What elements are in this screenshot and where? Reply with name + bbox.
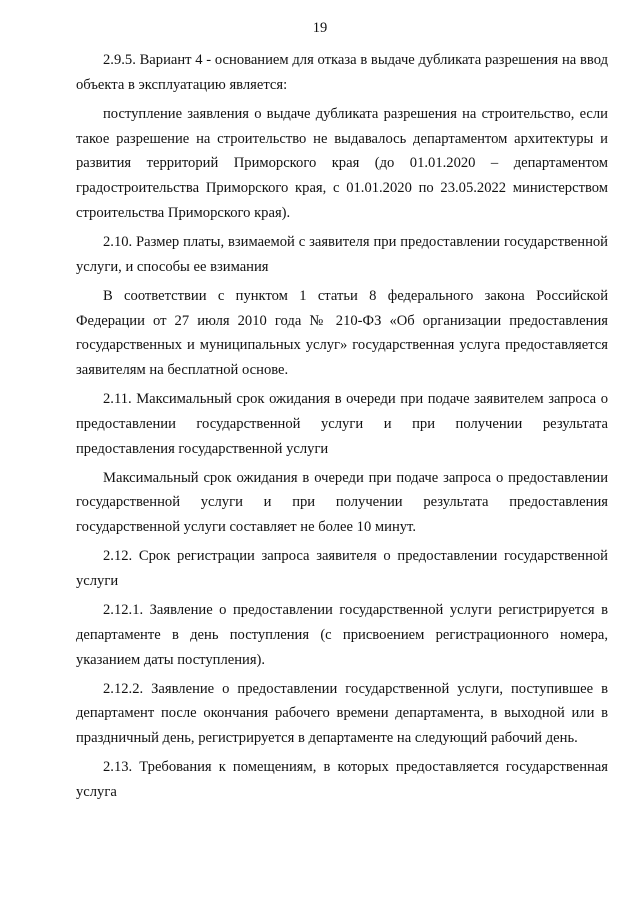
paragraph-2-12-1: 2.12.1. Заявление о предоставлении государственной услуги регистрируется в департаменте в день поступления (с присвоением регистрационного номера, указанием даты поступления). — [76, 602, 608, 668]
heading-2-12: 2.12. Срок регистрации запроса заявителя о предоставлении государственной услуги — [76, 548, 608, 590]
paragraph-2-12-2: 2.12.2. Заявление о предоставлении государственной услуги, поступившее в департамент после окончания рабочего времени департамента, в выходной или в праздничный день, регистрируется в департаменте на следующий рабочий день. — [76, 680, 608, 747]
paragraph-duplicate-condition: поступление заявления о выдаче дубликата разрешения на строительство, если такое разрешение на строительство не выдавалось департаментом архитектуры и развития территорий Приморского края (до 01.01.2020 – департаментом градостроительства Приморского края, с 01.01.2020 по 23.05.2022 министерством строительства Приморского края). — [76, 105, 608, 221]
paragraph-free-service: В соответствии с пунктом 1 статьи 8 федерального закона Российской Федерации от 27 июля 2010 года № 210-ФЗ «Об организации предоставления государственных и муниципальных услуг» государственная услуга предоставляется заявителям на бесплатной основе. — [76, 287, 608, 379]
heading-2-10: 2.10. Размер платы, взимаемой с заявителя при предоставлении государственной услуги, и способы ее взимания — [76, 233, 608, 275]
document-body — [76, 48, 608, 809]
heading-2-11: 2.11. Максимальный срок ожидания в очереди при подаче заявителем запроса о предоставлении государственной услуги и при получении результата предоставления государственной услуги — [76, 391, 608, 457]
heading-2-13: 2.13. Требования к помещениям, в которых предоставляется государственная услуга — [76, 759, 608, 800]
paragraph-max-wait: Максимальный срок ожидания в очереди при подаче запроса о предоставлении государственной услуги и при получении результата предоставления государственной услуги составляет не более 10 минут. — [76, 469, 608, 536]
paragraph-2-9-5: 2.9.5. Вариант 4 - основанием для отказа в выдаче дубликата разрешения на ввод объекта в эксплуатацию является: — [76, 52, 608, 93]
page-number: 19 — [312, 20, 328, 36]
